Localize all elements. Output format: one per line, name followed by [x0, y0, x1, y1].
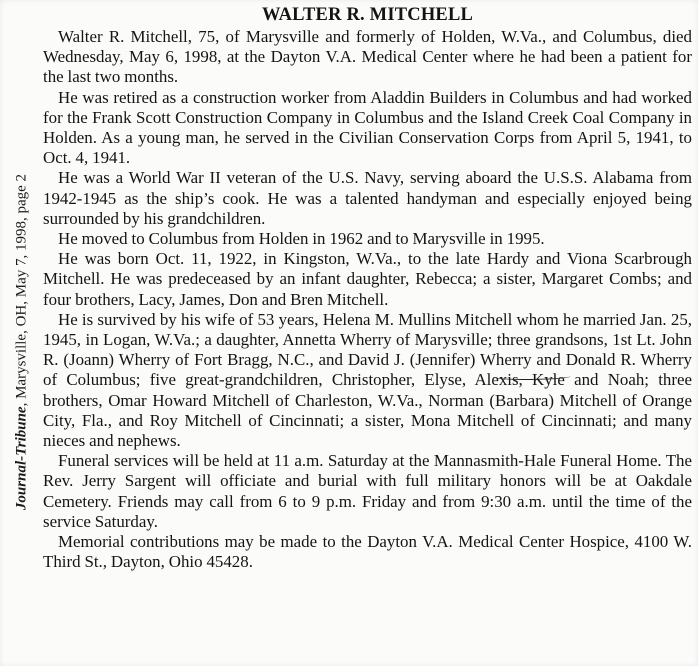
obituary-article — [43, 4, 692, 572]
source-citation — [14, 22, 31, 662]
paragraph-residence: He moved to Columbus from Holden in 1962 and to Marysville in 1995. — [58, 229, 545, 249]
paragraph-career: He was retired as a construction worker from Aladdin Builders in Columbus and had worked for the Frank Scott Construction Company in Columbus and the Island Creek Coal Company in Holden. As a young man, he served in the Civilian Conservation Corps from April 5, 1941, to Oct. 4, 1941. — [43, 87, 692, 168]
paragraph-funeral-services: Funeral services will be held at 11 a.m. Saturday at the Mannasmith-Hale Funeral Home. The Rev. Jerry Sargent will officiate and burial with full military honors will be at Oakdale Cemetery. Friends may call from 6 to 9 p.m. Friday and from 9:30 a.m. until the time of the service Saturday. — [43, 451, 692, 531]
headline: WALTER R. MITCHELL — [261, 5, 474, 25]
paragraph-military-service: He was a World War II veteran of the U.S. Navy, serving aboard the U.S.S. Alabama from 1942-1945 as the ship’s cook. He was a talented handyman and especially enjoyed being surrounded by his grandchildren. — [43, 168, 692, 228]
paragraph-birth-family: He was born Oct. 11, 1922, in Kingston, W.Va., to the late Hardy and Viona Scarbrough Mitchell. He was predeceased by an infant daughter, Rebecca; a sister, Margaret Combs; and four brothers, Lacy, James, Don and Bren Mitchell. — [43, 249, 692, 309]
publication-details: , Marysville, OH, May 7, 1998, page 2 — [13, 173, 30, 407]
publication-name: Journal-Tribune — [13, 406, 30, 511]
paragraph-survivors: He is survived by his wife of 53 years, Helena M. Mullins Mitchell whom he married Jan. 25, 1945, in Logan, W.Va.; a daughter, Annetta Wherry of Marysville; three grandsons, 1st Lt. John R. (Joann) Wherry of Fort Bragg, N.C., and David J. (Jennifer) Wherry and Donald R. Wherry of Columbus; five great-grandchildren, Christopher, Elyse, Alexis, Kyle and Noah; three brothers, Omar Howard Mitchell of Charleston, W.Va., Norman (Barbara) Mitchell of Orange City, Fla., and Roy Mitchell of Cincinnati; a sister, Mona Mitchell of Cincinnati; and many nieces and nephews. — [43, 309, 692, 451]
paragraph-death-notice: Walter R. Mitchell, 75, of Marysville and formerly of Holden, W.Va., and Columbus, died Wednesday, May 6, 1998, at the Dayton V.A. Medical Center where he had been a patient for the last two months. — [43, 27, 692, 87]
paragraph-memorial-contributions: Memorial contributions may be made to the Dayton V.A. Medical Center Hospice, 4100 W. Third St., Dayton, Ohio 45428. — [43, 532, 692, 572]
